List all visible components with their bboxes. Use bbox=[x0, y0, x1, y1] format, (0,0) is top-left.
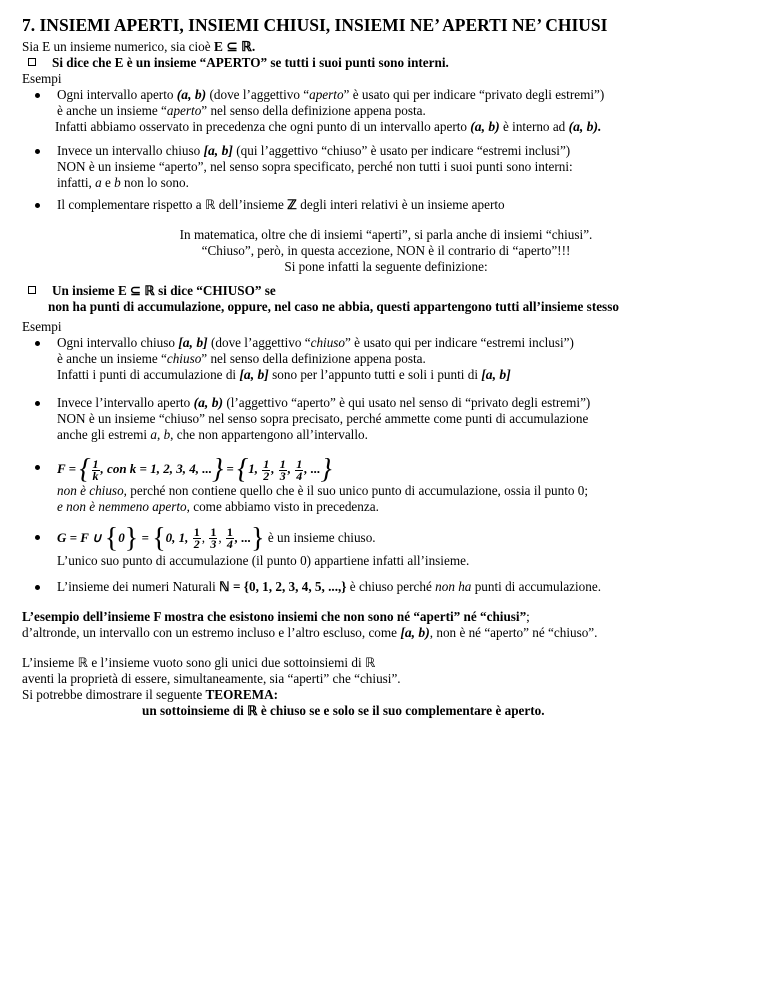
examples-label-open: Esempi bbox=[22, 71, 62, 86]
bullet-icon bbox=[35, 203, 40, 208]
open-example-2: Invece un intervallo chiuso [a, b] (qui l’aggettivo “chiuso” è usato per indicare “estremi inclusi”) NON è un insieme “aperto”, nel senso sopra specificato, perché non tutti i suoi punti sono interni: infatti, a e b non lo sono. bbox=[22, 143, 750, 191]
open-example-1: Ogni intervallo aperto (a, b) (dove l’aggettivo “aperto” è usato qui per indicare “privato degli estremi”) è anche un insieme “aperto” nel senso della definizione appena posta. Infatti abbiamo osservato in precedenza che ogni punto di un intervallo aperto (a, b) è interno ad (a, b). bbox=[22, 87, 750, 135]
set-f-formula: F = { $\frac{1}{k}$ , con k = 1, 2, 3, 4, ...} = {1, $\frac{1}{2}$ , $\frac{1}{3}$ , $\frac{1}{4}$ , ...} bbox=[57, 454, 332, 486]
definition-closed: Un insieme E ⊆ ℝ si dice “CHIUSO” se non ha punti di accumulazione, oppure, nel caso ne abbia, questi appartengono tutti all’insieme stesso bbox=[22, 283, 750, 315]
bullet-icon bbox=[35, 465, 40, 470]
final-block: L’insieme ℝ e l’insieme vuoto sono gli unici due sottoinsiemi di ℝ aventi la proprietà di essere, simultaneamente, sia “aperti” che “chiusi”. Si potrebbe dimostrare il seguente TEOREMA: un sottoinsieme di ℝ è chiuso se e solo se il suo complementare è aperto. bbox=[22, 655, 750, 719]
examples-label-closed: Esempi bbox=[22, 319, 62, 334]
bullet-icon bbox=[35, 149, 40, 154]
closed-example-1: Ogni intervallo chiuso [a, b] (dove l’aggettivo “chiuso” è usato qui per indicare “estremi inclusi”) è anche un insieme “chiuso” nel senso della definizione appena posta. Infatti i punti di accumulazione di [a, b] sono per l’appunto tutti e soli i punti di [a, b] bbox=[22, 335, 750, 383]
open-examples-list bbox=[22, 87, 750, 213]
naturals-example: L’insieme dei numeri Naturali ℕ = {0, 1, 2, 3, 4, 5, ...,} è chiuso perché non ha punti di accumulazione. bbox=[22, 579, 750, 595]
bullet-icon bbox=[35, 585, 40, 590]
definition-open: Si dice che E è un insieme “APERTO” se tutti i suoi punti sono interni. bbox=[22, 55, 750, 71]
set-g-formula: G = F ∪ {0} = {0, 1, $\frac{1}{2}$ , $\frac{1}{3}$ , $\frac{1}{4}$ , ...} è un insieme chiuso. bbox=[57, 522, 376, 554]
bullet-icon bbox=[35, 341, 40, 346]
intro-math: E ⊆ ℝ. bbox=[213, 39, 256, 54]
checkbox-bullet-icon bbox=[28, 286, 36, 294]
conclusion-block: L’esempio dell’insieme F mostra che esistono insiemi che non sono né “aperti” né “chiusi”; d’altronde, un intervallo con un estremo incluso e l’altro escluso, come [a, b), non è né “aperto” né “chiuso”. bbox=[22, 609, 598, 640]
intro-line: Sia E un insieme numerico, sia cioè E ⊆ ℝ. bbox=[22, 39, 256, 54]
set-f-example: F = { $\frac{1}{k}$ , con k = 1, 2, 3, 4, ...} = {1, $\frac{1}{2}$ , $\frac{1}{3}$ , $\frac{1}{4}$ , ...} non è chiuso, perché non contiene quello che è il suo unico punto di accumulazione, ossia il punto 0; e non è nemmeno aperto, come abbiamo visto in precedenza. bbox=[22, 449, 750, 515]
set-g-example: G = F ∪ {0} = {0, 1, $\frac{1}{2}$ , $\frac{1}{3}$ , $\frac{1}{4}$ , ...} è un insieme chiuso. L’unico suo punto di accumulazione (il punto 0) appartiene infatti all’insieme. bbox=[22, 523, 750, 569]
open-example-3: Il complementare rispetto a ℝ dell’insieme ℤ degli interi relativi è un insieme aperto bbox=[22, 197, 750, 213]
bullet-icon bbox=[35, 93, 40, 98]
theorem-statement: un sottoinsieme di ℝ è chiuso se e solo se il suo complementare è aperto. bbox=[142, 703, 545, 718]
section-title: 7. INSIEMI APERTI, INSIEMI CHIUSI, INSIEMI NE’ APERTI NE’ CHIUSI bbox=[22, 15, 608, 35]
closed-example-2: Invece l’intervallo aperto (a, b) (l’aggettivo “aperto” è qui usato nel senso di “privato degli estremi”) NON è un insieme “chiuso” nel senso sopra precisato, perché ammette come punti di accumulazione anche gli estremi a, b, che non appartengono all’intervallo. bbox=[22, 395, 750, 443]
checkbox-bullet-icon bbox=[28, 58, 36, 66]
bullet-icon bbox=[35, 535, 40, 540]
bullet-icon bbox=[35, 401, 40, 406]
closed-examples-list bbox=[22, 335, 750, 595]
note-block: In matematica, oltre che di insiemi “aperti”, si parla anche di insiemi “chiusi”. “Chiuso”, però, in questa accezione, NON è il contrario di “aperto”!!! Si pone infatti la seguente definizione: bbox=[179, 227, 593, 274]
